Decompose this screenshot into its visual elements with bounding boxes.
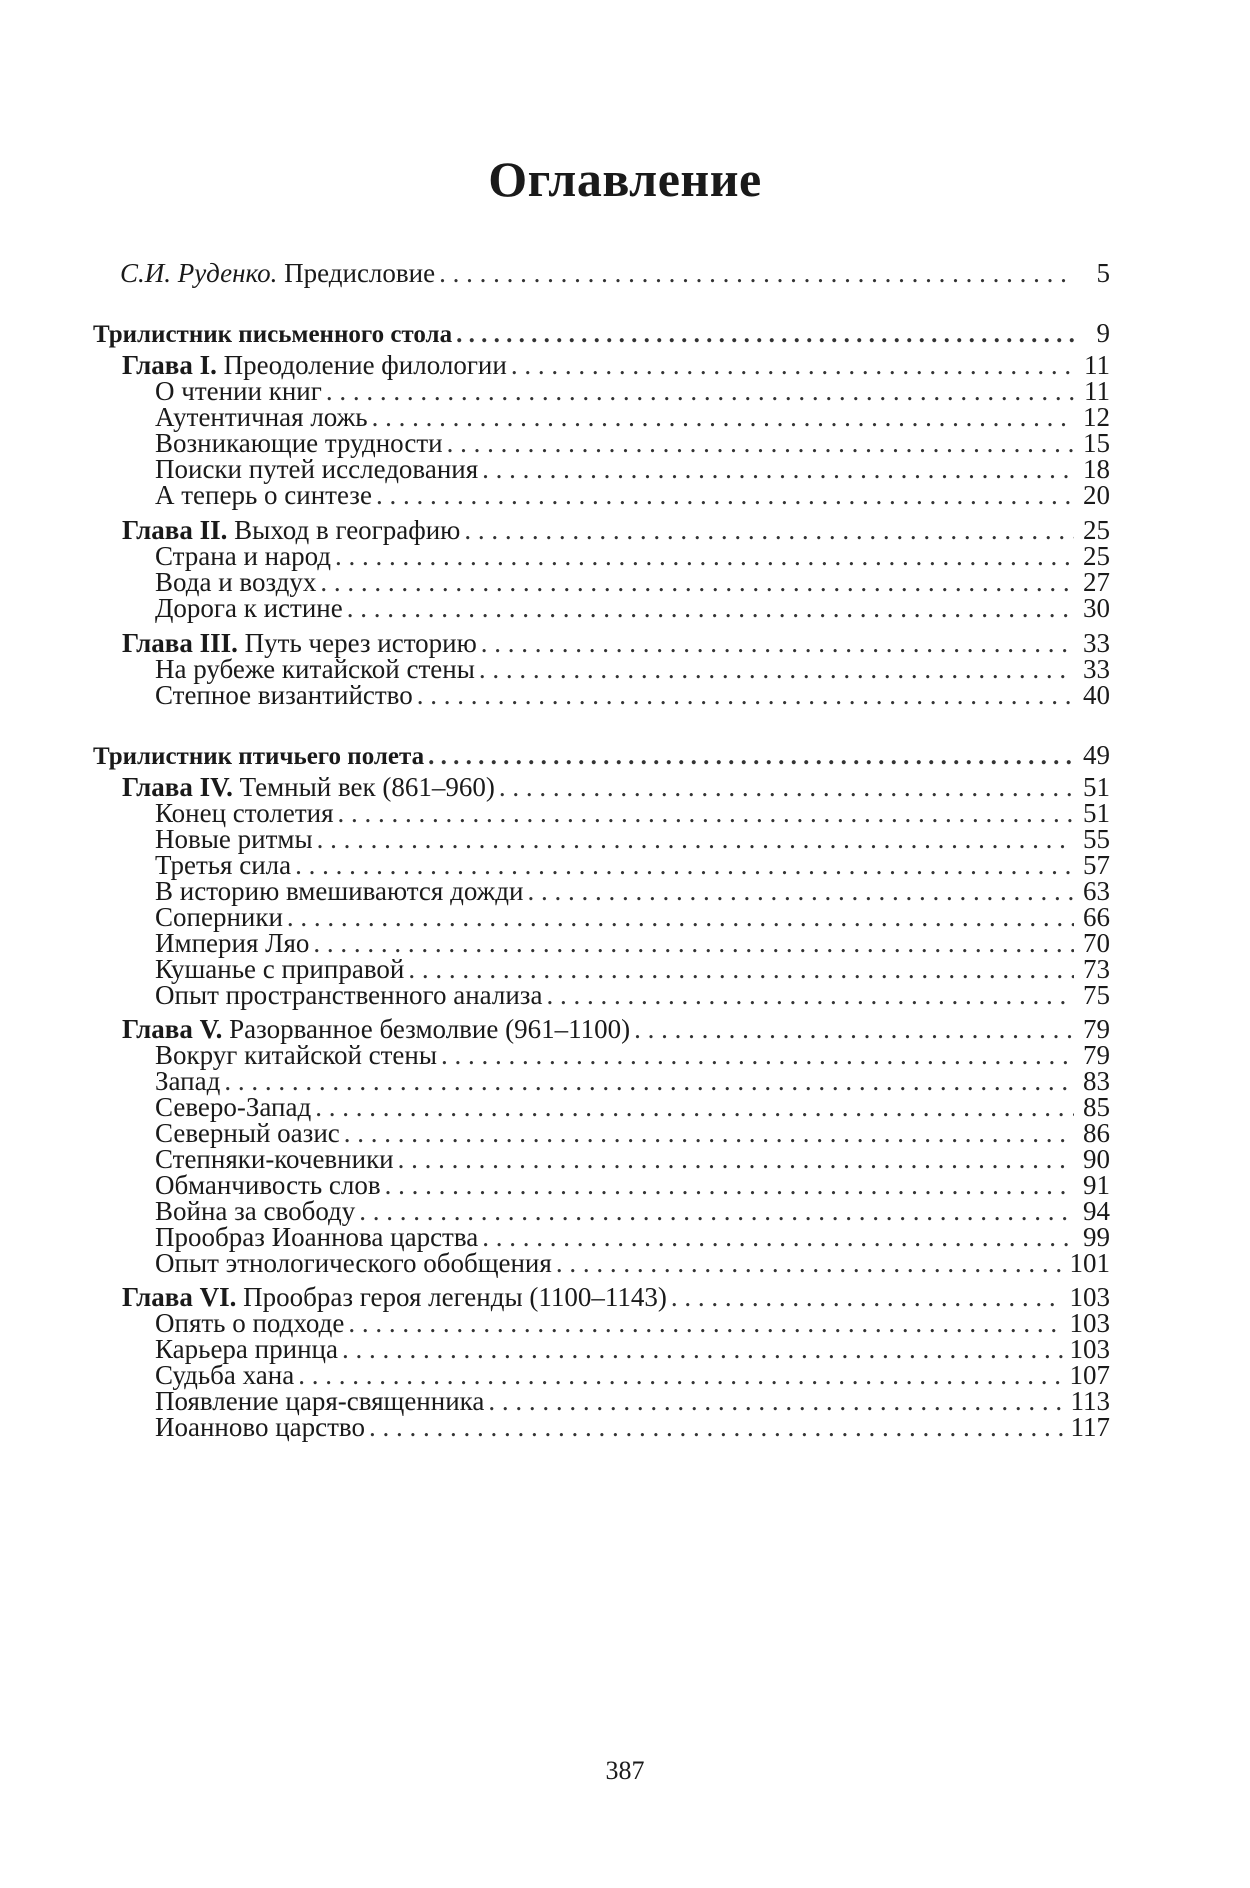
page-ref: 103 bbox=[1069, 1308, 1110, 1338]
section-title: Северо-Запад bbox=[155, 1092, 312, 1122]
page-ref: 18 bbox=[1083, 454, 1110, 484]
section-title: Карьера принца bbox=[155, 1334, 338, 1364]
page-ref: 9 bbox=[1096, 318, 1110, 348]
section-title: Вокруг китайской стены bbox=[155, 1040, 438, 1070]
section-title: Дорога к истине bbox=[155, 593, 343, 623]
page-ref: 79 bbox=[1083, 1014, 1110, 1044]
page-ref: 103 bbox=[1069, 1282, 1110, 1312]
page-ref: 25 bbox=[1083, 541, 1110, 571]
section-title: Судьба хана bbox=[155, 1360, 295, 1390]
page-ref: 55 bbox=[1083, 824, 1110, 854]
page-ref: 101 bbox=[1069, 1248, 1110, 1278]
dot-leader bbox=[456, 319, 1074, 350]
page-ref: 85 bbox=[1083, 1092, 1110, 1122]
section-title: Прообраз Иоаннова царства bbox=[155, 1222, 479, 1252]
page-ref: 63 bbox=[1083, 876, 1110, 906]
page-ref: 40 bbox=[1083, 680, 1110, 710]
section-title: Вода и воздух bbox=[155, 567, 317, 597]
page-ref: 83 bbox=[1083, 1066, 1110, 1096]
page-ref: 11 bbox=[1084, 350, 1110, 380]
page-ref: 86 bbox=[1083, 1118, 1110, 1148]
section-title: Степное византийство bbox=[155, 680, 413, 710]
toc-section bbox=[155, 980, 1110, 1011]
chapter-label: Глава I. bbox=[122, 350, 217, 380]
section-title: А теперь о синтезе bbox=[155, 480, 372, 510]
page-ref: 25 bbox=[1083, 515, 1110, 545]
page-ref: 91 bbox=[1083, 1170, 1110, 1200]
page-ref: 33 bbox=[1083, 654, 1110, 684]
chapter-title: Путь через историю bbox=[244, 628, 477, 658]
page-ref: 117 bbox=[1070, 1412, 1110, 1442]
part-title: Трилистник птичьего полета bbox=[93, 743, 425, 770]
section-title: Поиски путей исследования bbox=[155, 454, 479, 484]
page-ref: 70 bbox=[1083, 928, 1110, 958]
page-ref: 79 bbox=[1083, 1040, 1110, 1070]
dot-leader bbox=[376, 480, 1074, 511]
page-ref: 113 bbox=[1070, 1386, 1110, 1416]
section-title: Степняки-кочевники bbox=[155, 1144, 394, 1174]
section-title: Империя Ляо bbox=[155, 928, 310, 958]
dot-leader bbox=[556, 1248, 1064, 1279]
page-ref: 30 bbox=[1083, 593, 1110, 623]
dot-leader bbox=[369, 1412, 1065, 1443]
dot-leader bbox=[417, 680, 1074, 711]
section-title: Аутентичная ложь bbox=[155, 402, 368, 432]
dot-leader bbox=[546, 980, 1074, 1011]
section-title: Война за свободу bbox=[155, 1196, 356, 1226]
toc-section bbox=[155, 480, 1110, 511]
section-title: Опыт пространственного анализа bbox=[155, 980, 543, 1010]
toc-section bbox=[155, 680, 1110, 711]
section-title: Конец столетия bbox=[155, 798, 334, 828]
toc-section bbox=[155, 1248, 1110, 1279]
dot-leader bbox=[428, 741, 1074, 772]
section-title: Запад bbox=[155, 1066, 221, 1096]
page-ref: 49 bbox=[1083, 740, 1110, 770]
section-title: Новые ритмы bbox=[155, 824, 313, 854]
page-ref: 51 bbox=[1083, 798, 1110, 828]
toc-section bbox=[155, 1412, 1110, 1443]
chapter-label: Глава V. bbox=[122, 1014, 223, 1044]
dot-leader bbox=[347, 593, 1074, 624]
chapter-title: Разорванное безмолвие (961–1100) bbox=[229, 1014, 631, 1044]
section-title: Северный оазис bbox=[155, 1118, 340, 1148]
page-ref: 12 bbox=[1083, 402, 1110, 432]
section-title: Возникающие трудности bbox=[155, 428, 443, 458]
toc-section bbox=[155, 593, 1110, 624]
section-title: Обманчивость слов bbox=[155, 1170, 381, 1200]
section-title: Страна и народ bbox=[155, 541, 332, 571]
page-title: Оглавление bbox=[488, 151, 762, 207]
page-ref: 75 bbox=[1083, 980, 1110, 1010]
chapter-title: Выход в географию bbox=[234, 515, 461, 545]
chapter-label: Глава II. bbox=[122, 515, 228, 545]
page-ref: 103 bbox=[1069, 1334, 1110, 1364]
page-ref: 15 bbox=[1083, 428, 1110, 458]
page-ref: 27 bbox=[1083, 567, 1110, 597]
page-ref: 51 bbox=[1083, 772, 1110, 802]
section-title: Опыт этнологического обобщения bbox=[155, 1248, 552, 1278]
page-ref: 99 bbox=[1083, 1222, 1110, 1252]
section-title: О чтении книг bbox=[155, 376, 322, 406]
toc-part bbox=[93, 318, 1110, 350]
page-ref: 73 bbox=[1083, 954, 1110, 984]
toc-preface bbox=[120, 258, 1110, 289]
preface-title: Предисловие bbox=[284, 258, 436, 288]
preface-author: С.И. Руденко. bbox=[120, 258, 278, 288]
toc-part bbox=[93, 740, 1110, 772]
page-ref: 11 bbox=[1084, 376, 1110, 406]
section-title: Иоанново царство bbox=[155, 1412, 365, 1442]
page-ref: 20 bbox=[1083, 480, 1110, 510]
page-ref: 66 bbox=[1083, 902, 1110, 932]
part-title: Трилистник письменного стола bbox=[93, 321, 453, 348]
chapter-label: Глава IV. bbox=[122, 772, 233, 802]
chapter-title: Темный век (861–960) bbox=[239, 772, 495, 802]
section-title: В историю вмешиваются дожди bbox=[155, 876, 524, 906]
section-title: Появление царя-священника bbox=[155, 1386, 485, 1416]
section-title: Опять о подходе bbox=[155, 1308, 345, 1338]
page-number: 387 bbox=[605, 1756, 645, 1785]
chapter-label: Глава III. bbox=[122, 628, 238, 658]
page-ref: 94 bbox=[1083, 1196, 1110, 1226]
chapter-label: Глава VI. bbox=[122, 1282, 237, 1312]
dot-leader bbox=[439, 258, 1074, 289]
chapter-title: Преодоление филологии bbox=[223, 350, 507, 380]
chapter-title: Прообраз героя легенды (1100–1143) bbox=[243, 1282, 667, 1312]
section-title: Третья сила bbox=[155, 850, 292, 880]
section-title: Соперники bbox=[155, 902, 283, 932]
section-title: На рубеже китайской стены bbox=[155, 654, 475, 684]
page-ref: 33 bbox=[1083, 628, 1110, 658]
page-ref: 107 bbox=[1069, 1360, 1110, 1390]
page-ref: 90 bbox=[1083, 1144, 1110, 1174]
section-title: Кушанье с приправой bbox=[155, 954, 405, 984]
page-ref: 57 bbox=[1083, 850, 1110, 880]
page-ref: 5 bbox=[1096, 258, 1110, 288]
